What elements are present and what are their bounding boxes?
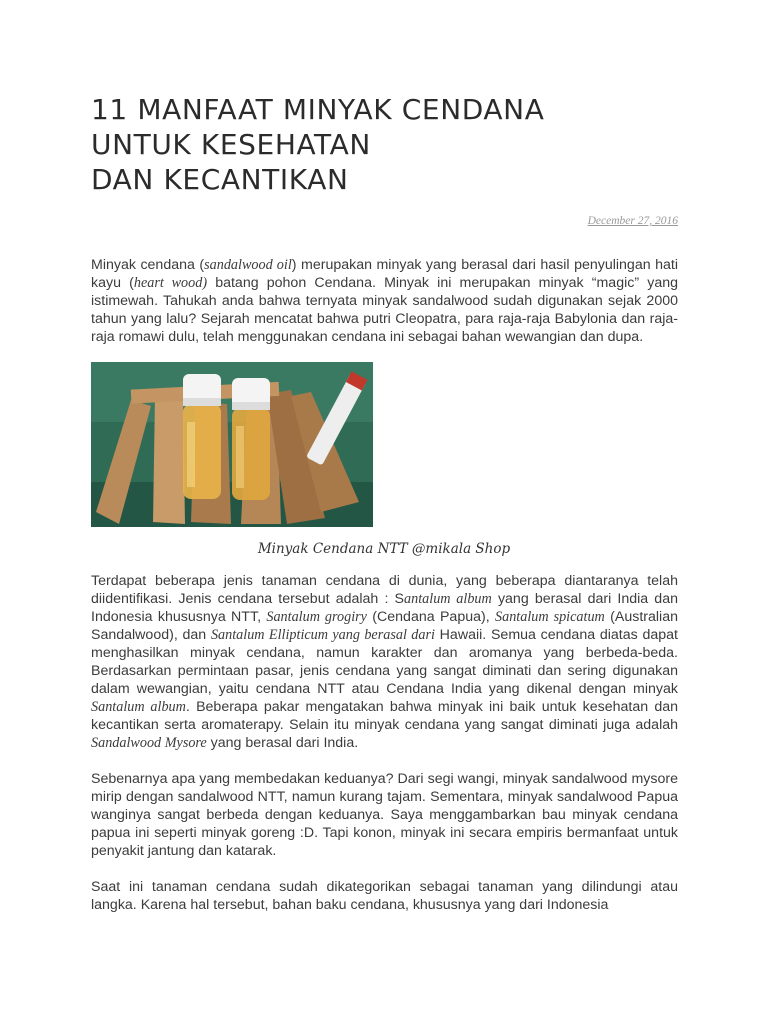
post-date-link[interactable]: December 27, 2016 <box>587 215 678 227</box>
paragraph-difference: Sebenarnya apa yang membedakan keduanya? Dari segi wangi, minyak sandalwood mysore mirip dengan sandalwood NTT, namun kurang tajam. Sementara, minyak sandalwood Papua wanginya sangat berbeda dengan keduanya. Saya menggambarkan bau minyak cendana papua ini seperti minyak goreng :D. Tapi konon, minyak ini secara empiris bermanfaat untuk penyakit jantung dan katarak. <box>91 771 678 859</box>
paragraph-protected: Saat ini tanaman cendana sudah dikategorikan sebagai tanaman yang dilindungi atau langka. Karena hal tersebut, bahan baku cendana, khususnya yang dari Indonesia <box>91 879 678 913</box>
article-title <box>91 92 544 197</box>
photo-caption: Minyak Cendana NTT @mikala Shop <box>257 541 511 557</box>
sandalwood-oil-photo <box>91 362 373 527</box>
title-line-2: UNTUK KESEHATAN <box>91 128 371 161</box>
title-line-1: 11 MANFAAT MINYAK CENDANA <box>91 93 545 126</box>
paragraph-intro: Minyak cendana (sandalwood oil) merupakan minyak yang berasal dari hasil penyulingan hati kayu (heart wood) batang pohon Cendana. Minyak ini merupakan minyak “magic” yang istimewah. Tahukah anda bahwa ternyata minyak sandalwood sudah digunakan sejak 2000 tahun yang lalu? Sejarah mencatat bahwa putri Cleopatra, para raja-raja Babylonia dan raja-raja romawi dulu, telah menggunakan cendana ini sebagai bahan wewangian dan dupa. <box>91 257 678 345</box>
title-line-3: DAN KECANTIKAN <box>91 163 349 196</box>
paragraph-types: Terdapat beberapa jenis tanaman cendana di dunia, yang beberapa diantaranya telah diidentifikasi. Jenis cendana tersebut adalah : Santalum album yang berasal dari India dan Indonesia khususnya NTT, Santalum grogiry (Cendana Papua), Santalum spicatum (Australian Sandalwood), dan Santalum Ellipticum yang berasal dari Hawaii. Semua cendana diatas dapat menghasilkan minyak cendana, namun karakter dan aromanya yang berbeda-beda. Berdasarkan permintaan pasar, jenis cendana yang sangat diminati dan sering digunakan dalam wewangian, yaitu cendana NTT atau Cendana India yang dikenal dengan minyak Santalum album. Beberapa pakar mengatakan bahwa minyak ini baik untuk kesehatan dan kecantikan serta aromaterapy. Selain itu minyak cendana yang sangat diminati juga adalah Sandalwood Mysore yang berasal dari India. <box>91 573 678 751</box>
